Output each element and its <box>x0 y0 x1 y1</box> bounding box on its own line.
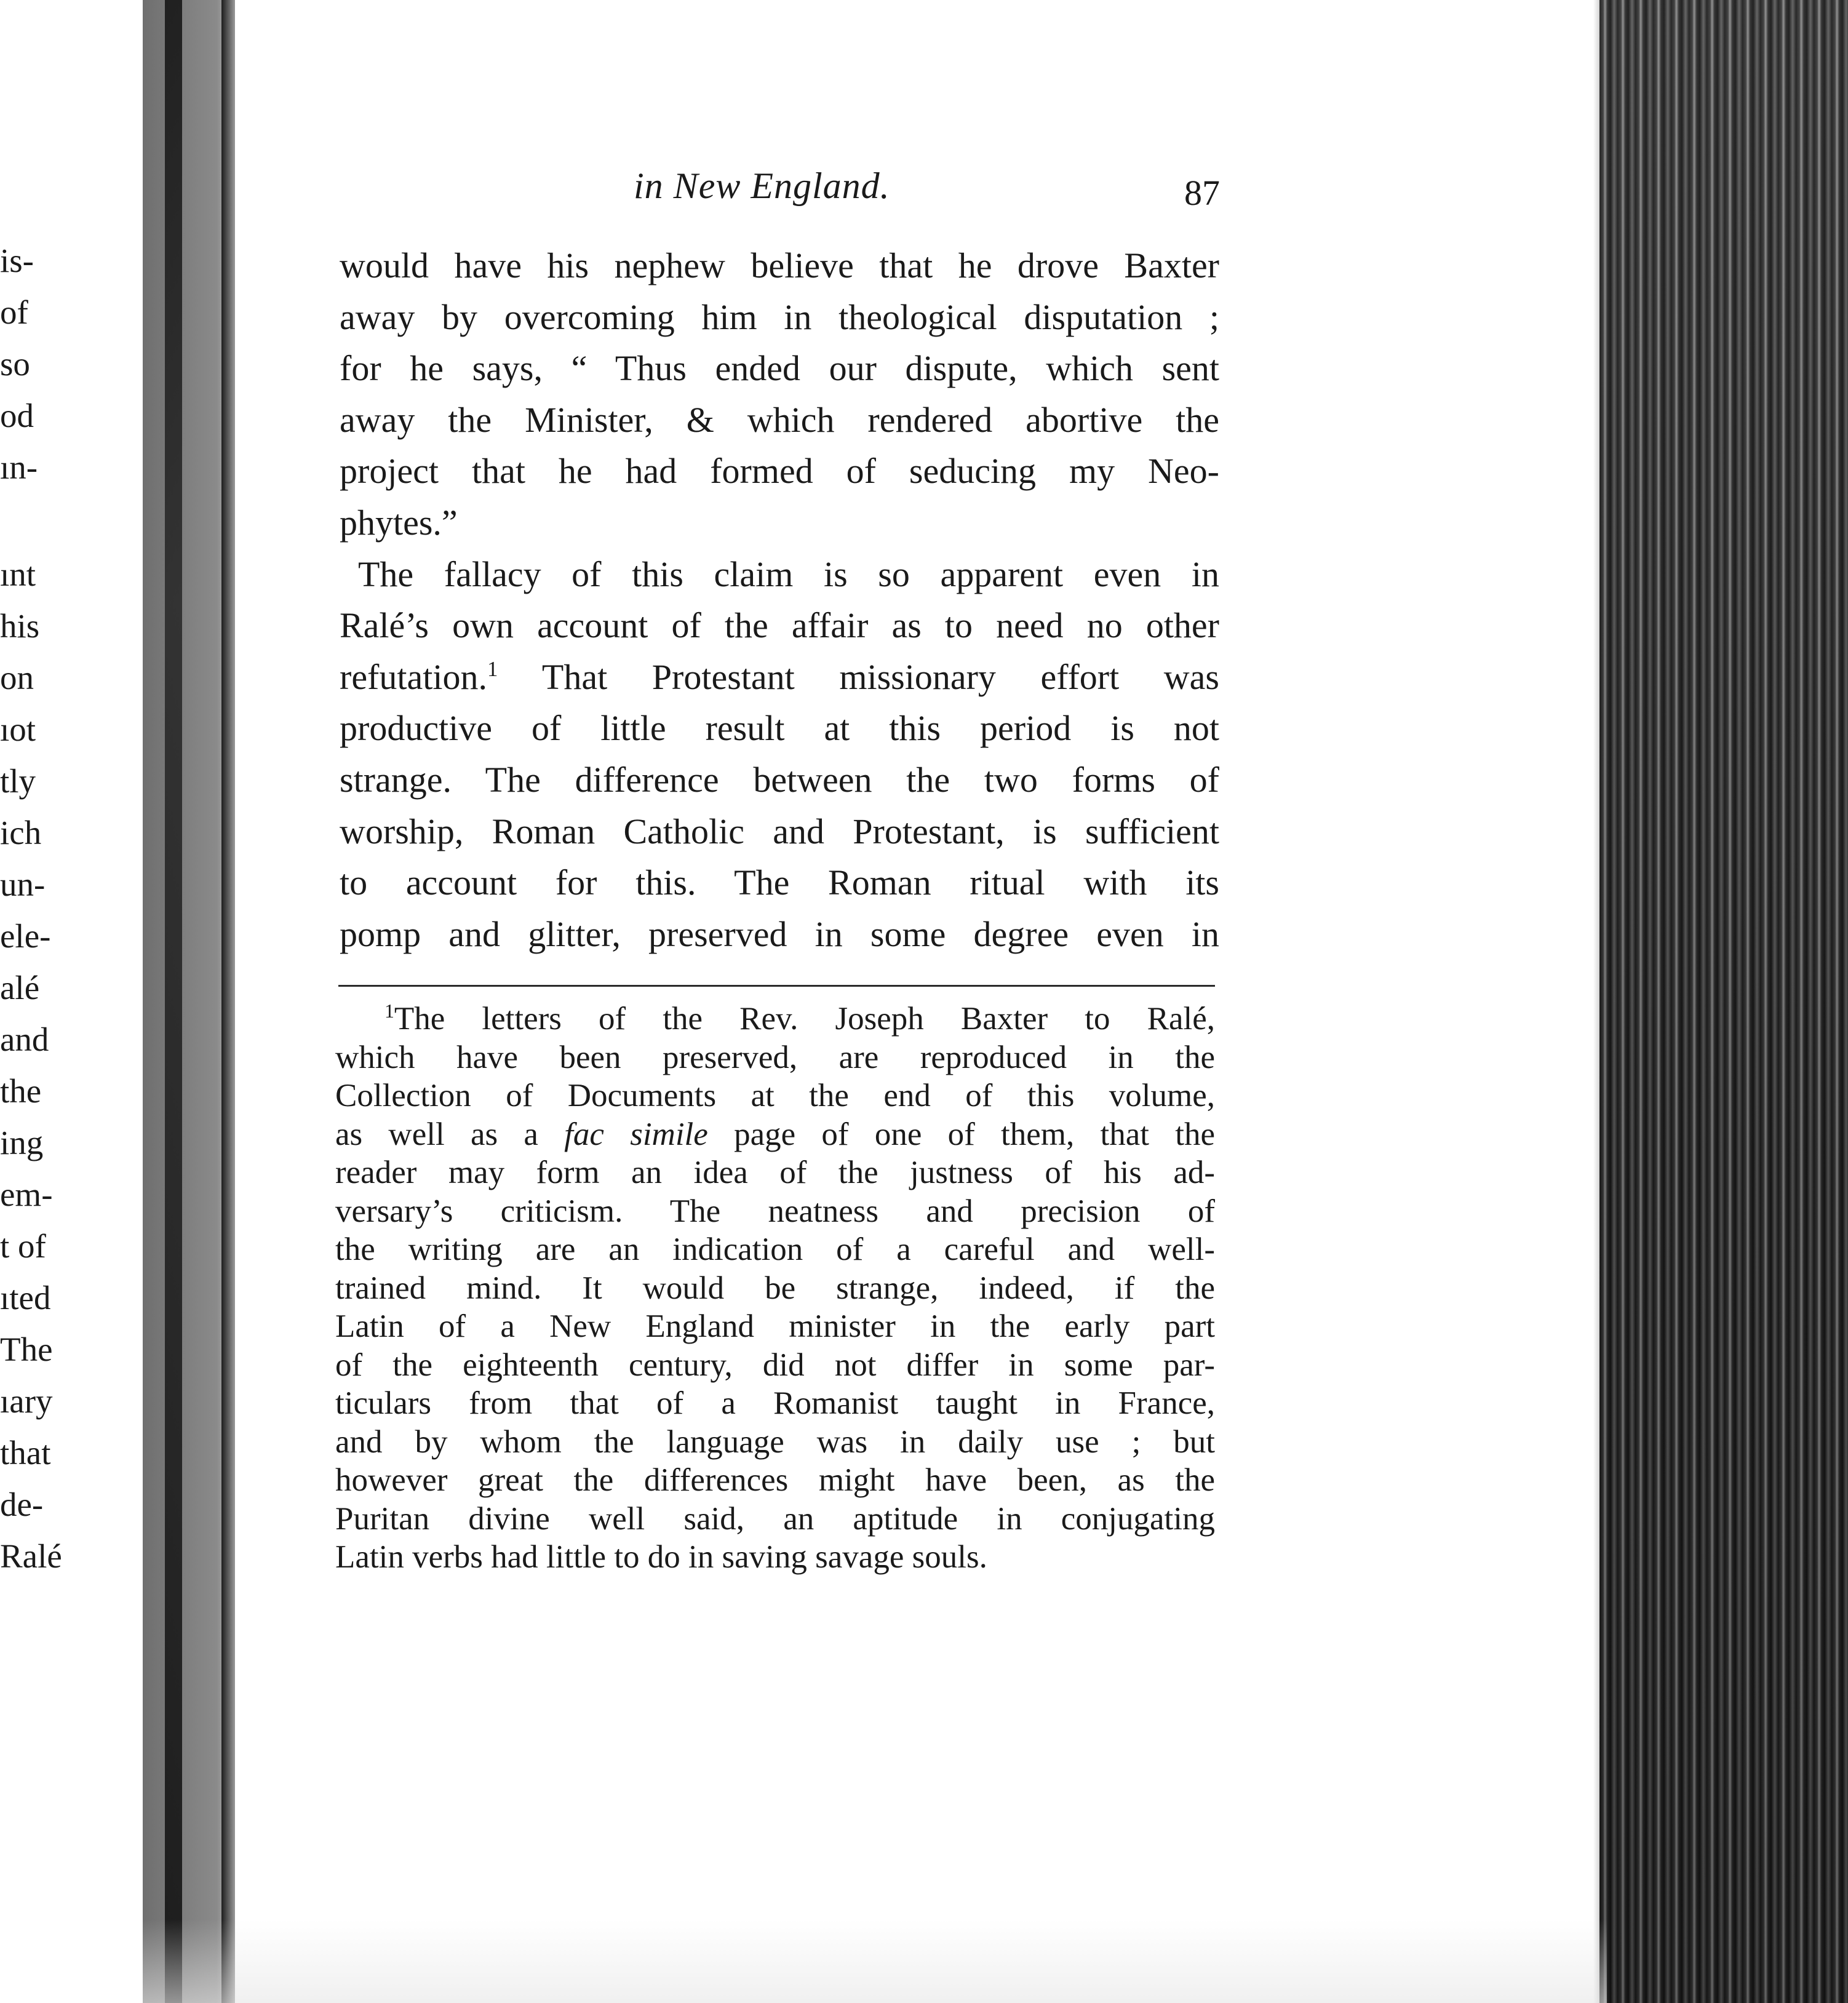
left-fragment: ıot <box>0 711 36 748</box>
page-number: 87 <box>1184 173 1220 213</box>
body-line: project that he had formed of seducing my Neo- <box>340 451 1219 492</box>
left-fragment: on <box>0 659 34 696</box>
body-line: would have his nephew believe that he drove Baxter <box>340 245 1219 285</box>
left-fragment: tly <box>0 762 36 800</box>
fore-edge-shading <box>1599 0 1848 2003</box>
footnote-line: the writing are an indication of a careful and well- <box>335 1232 1215 1267</box>
footnote-line: Latin of a New England minister in the early part <box>335 1308 1215 1344</box>
body-line: for he says, “ Thus ended our dispute, which sent <box>340 348 1219 389</box>
body-line: away by overcoming him in theological disputation ; <box>340 297 1219 337</box>
body-line: to account for this. The Roman ritual with its <box>340 862 1219 903</box>
left-fragment: so <box>0 345 30 383</box>
left-fragment: ing <box>0 1124 44 1161</box>
body-line-with-ref <box>340 651 1219 703</box>
left-fragment: his <box>0 607 40 645</box>
body-line: worship, Roman Catholic and Protestant, is sufficient <box>340 811 1219 851</box>
left-fragment: of <box>0 293 28 331</box>
footnote-line: ticulars from that of a Romanist taught in France, <box>335 1385 1215 1421</box>
left-fragment: ich <box>0 814 42 851</box>
left-fragment: ele- <box>0 917 51 955</box>
left-fragment: that <box>0 1434 51 1471</box>
footnote-line <box>335 1115 1215 1154</box>
left-fragment: ınt <box>0 556 36 593</box>
left-fragment: t of <box>0 1227 46 1265</box>
footnote-line: and by whom the language was in daily use ; but <box>335 1424 1215 1460</box>
footnote-marker: 1 <box>384 1000 394 1022</box>
left-fragment: ın- <box>0 448 38 486</box>
page-bottom-shading <box>143 1919 1607 2003</box>
body-text-segment: That Protestant missionary effort was <box>541 656 1220 697</box>
footnote-line: trained mind. It would be strange, indeed, if the <box>335 1270 1215 1306</box>
body-text <box>340 240 1219 960</box>
left-fragment: ıted <box>0 1279 51 1316</box>
left-fragment: the <box>0 1072 42 1110</box>
gutter-inner-edge <box>221 0 235 2003</box>
body-line: phytes.” <box>340 502 458 543</box>
footnote-line: of the eighteenth century, did not differ in some par- <box>335 1347 1215 1383</box>
footnote-line: versary’s criticism. The neatness and precision of <box>335 1193 1215 1229</box>
footnote-text: The letters of the Rev. Joseph Baxter to Ralé, <box>394 1001 1215 1037</box>
footnote-divider <box>338 985 1215 987</box>
footnote <box>335 1000 1215 1577</box>
paragraph-start: The fallacy of this claim is so apparent even in <box>358 554 1219 594</box>
left-fragment: un- <box>0 866 46 903</box>
gutter-crease <box>165 0 182 2003</box>
left-fragment: alé <box>0 969 40 1006</box>
footnote-line: Collection of Documents at the end of this volume, <box>335 1078 1215 1113</box>
footnote-line: however great the differences might have been, as the <box>335 1462 1215 1498</box>
left-fragment: Ralé <box>0 1537 62 1575</box>
left-fragment: The <box>0 1331 53 1368</box>
footnote-text: page of one of them, that the <box>734 1116 1216 1152</box>
left-fragment: ıary <box>0 1382 53 1420</box>
footnote-text: as well as a <box>335 1116 538 1152</box>
footnote-line: which have been preserved, are reproduced in the <box>335 1039 1215 1075</box>
left-fragment: od <box>0 397 34 434</box>
body-line: Ralé’s own account of the affair as to need no other <box>340 605 1219 646</box>
footnote-line <box>335 1000 1215 1038</box>
left-fragment: is- <box>0 242 34 279</box>
body-line: away the Minister, & which rendered abortive the <box>340 399 1219 440</box>
footnote-line: Puritan divine well said, an aptitude in conjugating <box>335 1500 1215 1537</box>
body-line: productive of little result at this period is not <box>340 708 1219 749</box>
footnote-line: reader may form an idea of the justness of his ad- <box>335 1155 1215 1190</box>
running-head: in New England. <box>634 165 890 206</box>
left-fragment: de- <box>0 1486 44 1523</box>
footnote-line: Latin verbs had little to do in saving savage souls. <box>335 1539 987 1575</box>
footnote-reference: 1 <box>487 656 498 681</box>
left-fragment: and <box>0 1021 49 1058</box>
footnote-italic-text: fac simile <box>564 1116 708 1152</box>
left-page-fragment <box>0 0 143 2003</box>
body-text-segment: refutation. <box>340 656 487 697</box>
body-line: pomp and glitter, preserved in some degree even in <box>340 914 1219 954</box>
left-fragment: em- <box>0 1176 53 1213</box>
body-line: strange. The difference between the two forms of <box>340 759 1219 800</box>
